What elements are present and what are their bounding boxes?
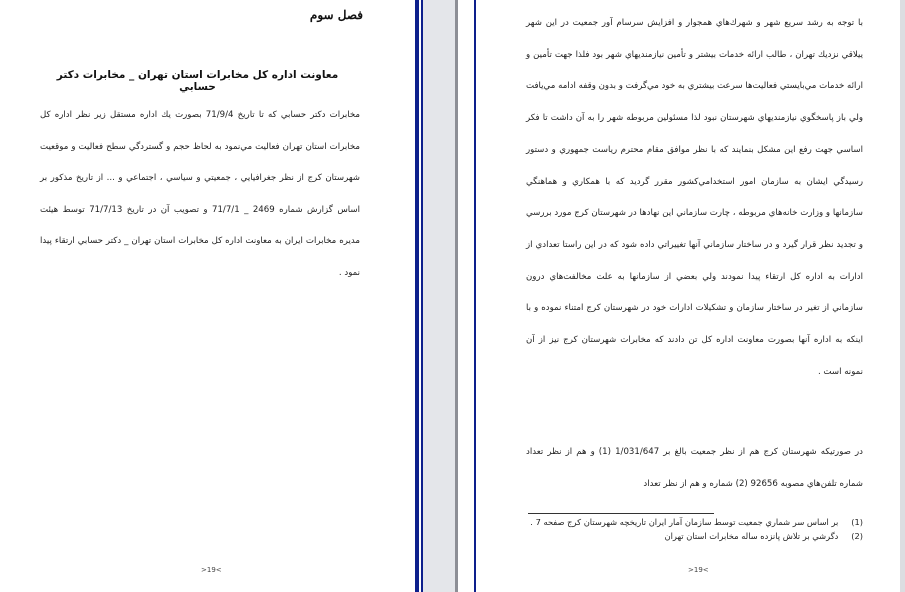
left-page-number: >19< bbox=[201, 566, 222, 574]
right-body-paragraph: با توجه به رشد سريع شهر و شهرك‌هاي همجوار و افزايش سرسام آور جمعيت در اين شهر ييلاقي نزديك تهران ، طالب ارائه خدمات بيشتر و تأمين نيازمنديهاي شهر بود فلذا جهت تأمين و ارائه خدمات مي‌بايستي فعاليت‌ها سرعت بيشتري به خود مي‌گرفت و بدون وقفه ادامه مي‌يافت ولي باز پاسخگوي نيازمنديهاي شهرستان نبود لذا مسئولين مربوطه شهر را به آن داشت تا فكر اساسي جهت رفع اين مشكل بنمايند كه با نظر موافق مقام محترم رياست جمهوري و دستور رسيدگي ايشان به سازمان امور استخدامي‌كشور مقرر گرديد كه با همكاري و هماهنگي سازمانها و وزارت خانه‌هاي مربوطه ، چارت سازماني اين نهادها در شهرستان كرج مورد بررسي و تجديد نظر قرار گيرد و در ساختار سازماني آنها تغييراتي داده شود كه در اين راستا تعدادي از ادارات به اداره كل ارتقاء پيدا نمودند ولي بعضي از سازمانها به علت مخالفت‌هاي درون سازماني از تغير در ساختار سازمان و تشكيلات ادارات خود در شهرستان كرج امتناء نموده و با اينكه به اداره آنها بصورت معاونت اداره كل تن دادند كه مخابرات شهرستان كرج نيز از آن نمونه است . bbox=[526, 18, 863, 377]
footnote-marker: (2) bbox=[851, 530, 863, 541]
chapter-title: فصل سوم bbox=[309, 8, 363, 22]
page-shadow bbox=[455, 0, 458, 592]
footnote-1 bbox=[516, 516, 863, 530]
right-page bbox=[476, 0, 905, 592]
right-page-number: >19< bbox=[688, 566, 709, 574]
scrollbar[interactable] bbox=[900, 0, 905, 592]
footnote-marker: (1) bbox=[851, 517, 863, 527]
left-body-paragraph: مخابرات دكتر حسابي كه تا تاريخ 71/9/4 بصورت يك اداره مستقل زير نظر اداره كل مخابرات استان تهران فعاليت مي‌نمود به لحاظ حجم و گستردگي سطح فعاليت و موقعيت شهرستان كرج از نظر جغرافيايي ، جمعيتي و سياسي ، اجتماعي و ... از تاريخ مذكور بر اساس گزارش شماره 2469 _ 71/7/1 و تصويب آن در تاريخ 71/7/13 توسط هيئت مديره مخابرات ايران به معاونت اداره كل مخابرات استان تهران _ دكتر حسابي ارتقاء پيدا نمود . bbox=[40, 110, 361, 278]
page-border-left bbox=[415, 0, 419, 592]
left-page bbox=[0, 0, 415, 592]
right-body-paragraph-continued: در صورتيكه شهرستان كرج هم از نظر جمعيت بالغ بر 1/031/647 (1) و هم از نظر تعداد شماره تلفن‌هاي مصوبه 92656 (2) شماره و هم از نظر تعداد bbox=[526, 447, 863, 489]
footnote-text: بر اساس سر شماري جمعيت توسط سازمان آمار ايران تاريخچه شهرستان كرج صفحه 7 . bbox=[530, 517, 839, 527]
footnote-2 bbox=[516, 530, 863, 544]
page-gap bbox=[423, 0, 455, 592]
footnote-separator bbox=[528, 513, 714, 514]
footnote-text: دگرشي بر تلاش پانزده ساله مخابرات استان تهران bbox=[664, 530, 839, 541]
footnotes bbox=[516, 516, 863, 543]
section-heading: معاونت اداره كل مخابرات استان تهران _ مخابرات دكتر حسابي bbox=[56, 69, 339, 93]
